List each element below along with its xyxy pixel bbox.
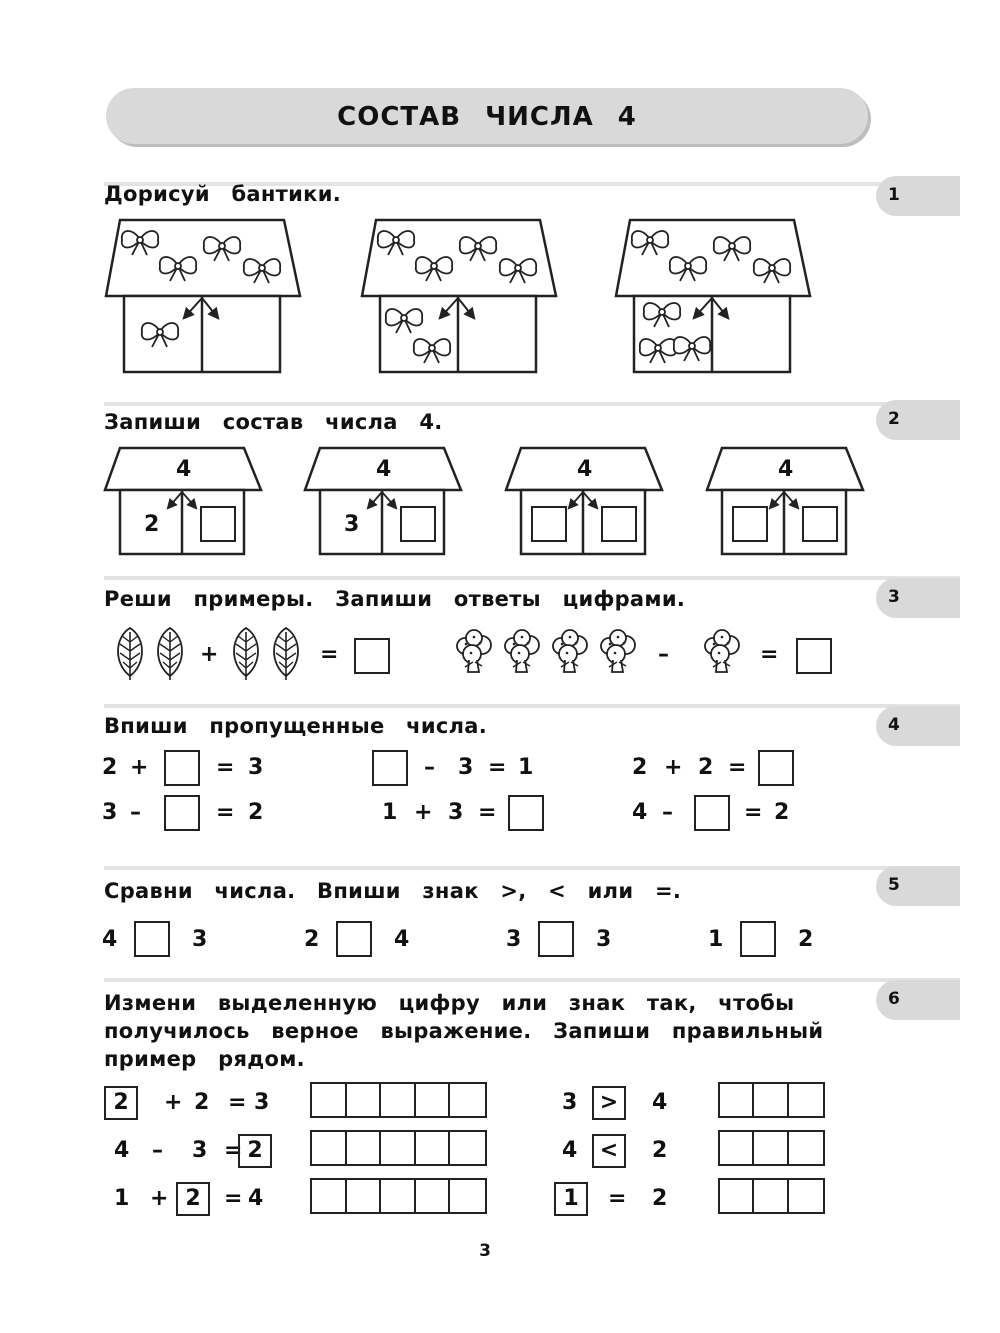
number: 2: [102, 755, 118, 780]
expression-part: 3: [192, 1138, 208, 1163]
number: 1: [708, 927, 724, 952]
answer-cell[interactable]: [754, 1132, 788, 1164]
expression-part: +: [150, 1186, 169, 1211]
section-divider: [104, 866, 960, 870]
task-number-tab: 1: [876, 176, 960, 216]
broccoli-icon: [505, 630, 539, 672]
number: 2: [304, 927, 320, 952]
operator: –: [662, 800, 673, 825]
plus-sign: +: [200, 642, 219, 667]
expression-part: =: [608, 1186, 627, 1211]
expression-part: 2: [652, 1186, 668, 1211]
sign-box[interactable]: [336, 921, 372, 957]
answer-grid[interactable]: [310, 1130, 487, 1166]
expression-part: 4: [562, 1138, 578, 1163]
answer-cell[interactable]: [312, 1180, 347, 1212]
answer-cell[interactable]: [312, 1084, 347, 1116]
section-divider: [104, 978, 960, 982]
highlighted-sign: 1: [554, 1182, 588, 1216]
sign-box[interactable]: [740, 921, 776, 957]
leaf-icon: [118, 628, 142, 680]
task-instruction: Запиши состав числа 4.: [104, 410, 443, 434]
answer-cell[interactable]: [347, 1132, 382, 1164]
leaf-icon: [158, 628, 182, 680]
answer-cell[interactable]: [789, 1180, 823, 1212]
number: 3: [102, 800, 118, 825]
number: 1: [382, 800, 398, 825]
number: 2: [698, 755, 714, 780]
expression-part: +: [164, 1090, 183, 1115]
number: 3: [448, 800, 464, 825]
equals-sign: =: [728, 755, 747, 780]
operator: +: [664, 755, 683, 780]
answer-cell[interactable]: [720, 1084, 754, 1116]
equals-sign: =: [320, 642, 339, 667]
answer-grid[interactable]: [718, 1178, 825, 1214]
number: 2: [632, 755, 648, 780]
answer-cell[interactable]: [381, 1084, 416, 1116]
answer-cell[interactable]: [381, 1180, 416, 1212]
leaf-icon: [274, 628, 298, 680]
answer-cell[interactable]: [450, 1180, 485, 1212]
broccoli-icon: [457, 630, 491, 672]
expression-part: 2: [194, 1090, 210, 1115]
missing-number-box[interactable]: [758, 750, 794, 786]
task-number-tab: 6: [876, 980, 960, 1020]
expression-part: 4: [248, 1186, 264, 1211]
number: 2: [798, 927, 814, 952]
answer-cell[interactable]: [754, 1084, 788, 1116]
missing-number-box[interactable]: [372, 750, 408, 786]
sign-box[interactable]: [538, 921, 574, 957]
broccoli-icon: [705, 630, 739, 672]
answer-cell[interactable]: [720, 1132, 754, 1164]
number: 3: [506, 927, 522, 952]
task-instruction: Впиши пропущенные числа.: [104, 714, 488, 738]
number: 3: [458, 755, 474, 780]
expression-part: –: [152, 1138, 163, 1163]
section-divider: [104, 704, 960, 708]
task-instruction-line: пример рядом.: [104, 1047, 305, 1071]
task-number-tab: 5: [876, 866, 960, 906]
number: 4: [394, 927, 410, 952]
answer-cell[interactable]: [416, 1084, 451, 1116]
task-number-tab: 2: [876, 400, 960, 440]
answer-cell[interactable]: [381, 1132, 416, 1164]
number: 3: [192, 927, 208, 952]
answer-cell[interactable]: [789, 1132, 823, 1164]
highlighted-sign: >: [592, 1086, 626, 1120]
highlighted-sign: <: [592, 1134, 626, 1168]
answer-cell[interactable]: [416, 1180, 451, 1212]
expression-part: 3: [254, 1090, 270, 1115]
equals-sign: =: [478, 800, 497, 825]
missing-number-box[interactable]: [164, 795, 200, 831]
number: 2: [774, 800, 790, 825]
operator: –: [130, 800, 141, 825]
expression-part: =: [224, 1186, 243, 1211]
number: 4: [102, 927, 118, 952]
expression-part: 4: [652, 1090, 668, 1115]
answer-cell[interactable]: [416, 1132, 451, 1164]
broccoli-icon: [553, 630, 587, 672]
answer-cell[interactable]: [754, 1180, 788, 1212]
operator: +: [414, 800, 433, 825]
number: 2: [248, 800, 264, 825]
highlighted-digit: 2: [104, 1086, 138, 1120]
minus-sign: –: [658, 642, 669, 667]
number: 3: [248, 755, 264, 780]
highlighted-digit: 2: [176, 1182, 210, 1216]
operator: +: [130, 755, 149, 780]
highlighted-digit: 2: [238, 1134, 272, 1168]
task-instruction-line: Измени выделенную цифру или знак так, чтобы: [104, 991, 795, 1015]
sign-box[interactable]: [134, 921, 170, 957]
number: 4: [632, 800, 648, 825]
number: 3: [596, 927, 612, 952]
missing-number-box[interactable]: [694, 795, 730, 831]
leaf-icon: [234, 628, 258, 680]
expression-part: 2: [652, 1138, 668, 1163]
number: 1: [518, 755, 534, 780]
task-instruction: Реши примеры. Запиши ответы цифрами.: [104, 587, 686, 611]
answer-cell[interactable]: [789, 1084, 823, 1116]
equals-sign: =: [216, 800, 235, 825]
task-instruction: Сравни числа. Впиши знак >, < или =.: [104, 879, 682, 903]
answer-cell[interactable]: [347, 1084, 382, 1116]
house-roof-number: 4: [577, 457, 593, 482]
task-number-tab: 3: [876, 578, 960, 618]
house-left-number: 3: [344, 512, 360, 537]
task-instruction: Дорисуй бантики.: [104, 182, 342, 206]
page-title: СОСТАВ ЧИСЛА 4: [337, 102, 637, 132]
answer-cell[interactable]: [450, 1132, 485, 1164]
equals-sign: =: [488, 755, 507, 780]
broccoli-icon: [601, 630, 635, 672]
answer-grid[interactable]: [310, 1178, 487, 1214]
house-roof-number: 4: [176, 457, 192, 482]
house-roof-number: 4: [778, 457, 794, 482]
expression-part: 3: [562, 1090, 578, 1115]
answer-cell[interactable]: [347, 1180, 382, 1212]
expression-part: =: [228, 1090, 247, 1115]
task-instruction-line: получилось верное выражение. Запиши правильный: [104, 1019, 824, 1043]
house-left-number: 2: [144, 512, 160, 537]
equals-sign: =: [744, 800, 763, 825]
expression-part: 4: [114, 1138, 130, 1163]
operator: –: [424, 755, 435, 780]
answer-cell[interactable]: [312, 1132, 347, 1164]
page-number: 3: [479, 1241, 491, 1261]
answer-grid[interactable]: [718, 1082, 825, 1118]
expression-part: 1: [114, 1186, 130, 1211]
task-number-tab: 4: [876, 706, 960, 746]
expression-part: =: [224, 1138, 243, 1163]
equals-sign: =: [760, 642, 779, 667]
missing-number-box[interactable]: [164, 750, 200, 786]
answer-cell[interactable]: [720, 1180, 754, 1212]
answer-grid[interactable]: [718, 1130, 825, 1166]
equals-sign: =: [216, 755, 235, 780]
answer-grid[interactable]: [310, 1082, 487, 1118]
answer-cell[interactable]: [450, 1084, 485, 1116]
missing-number-box[interactable]: [508, 795, 544, 831]
house-roof-number: 4: [376, 457, 392, 482]
